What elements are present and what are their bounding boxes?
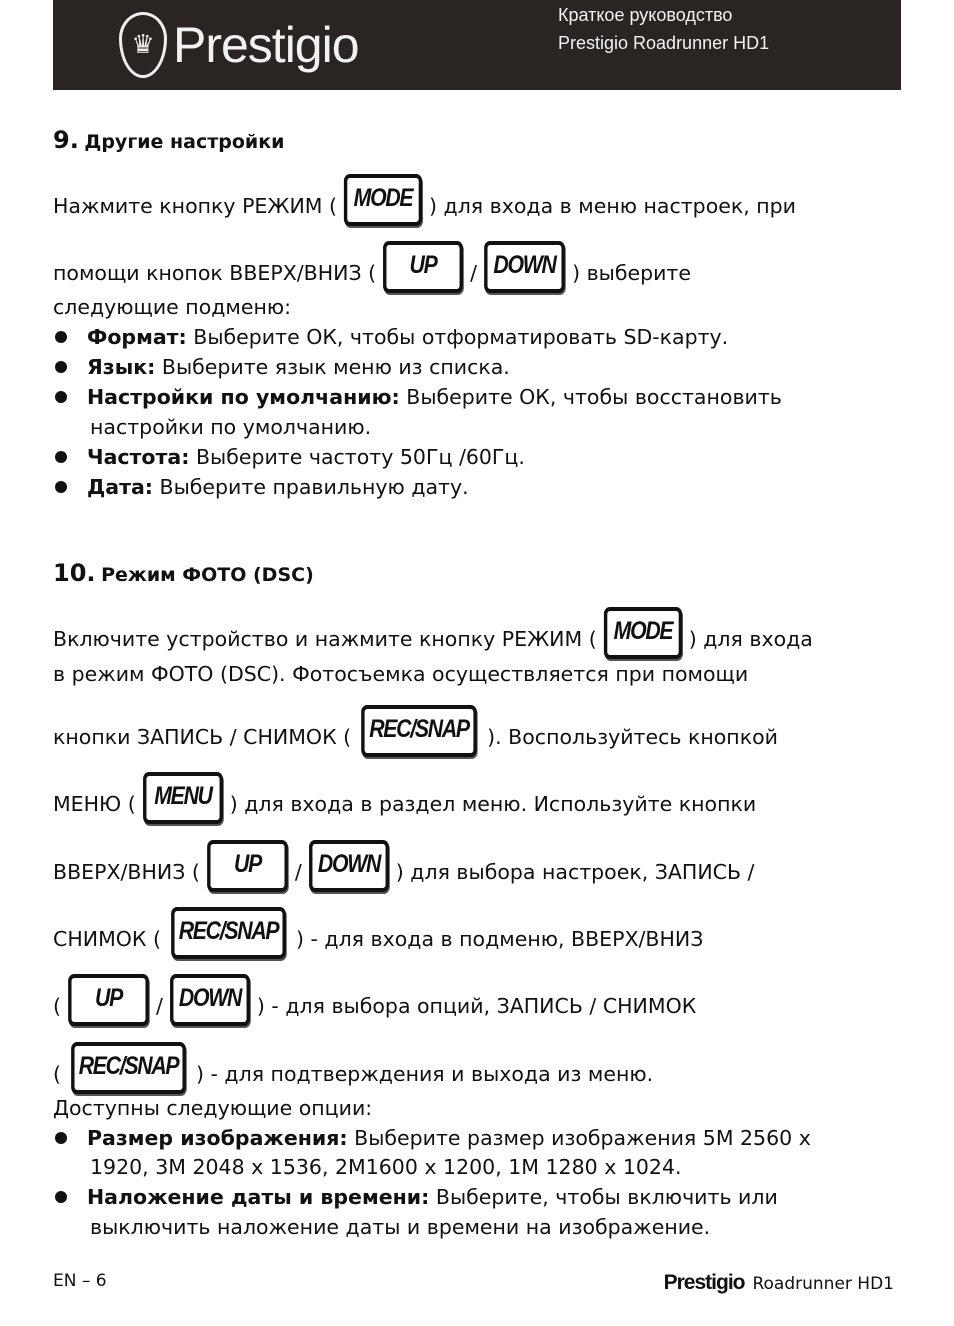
menu-button-image: MENU xyxy=(143,772,223,824)
list-item: Наложение даты и времени: Выберите, чтобы включить или xyxy=(87,1185,778,1209)
text-line: Включите устройство и нажмите кнопку РЕЖИМ ( MODE ) для входа xyxy=(53,596,813,652)
down-button-image: DOWN xyxy=(484,241,565,293)
header-product: Prestigio Roadrunner HD1 xyxy=(558,33,770,53)
bullet-icon xyxy=(55,1132,67,1144)
page-header xyxy=(53,0,901,90)
text-line: СНИМОК ( REC/SNAP ) - для входа в подменю, ВВЕРХ/ВНИЗ xyxy=(53,896,703,952)
text-line: Доступны следующие опции: xyxy=(53,1096,373,1120)
list-item: Частота: Выберите частоту 50Гц /60Гц. xyxy=(87,445,525,469)
section-9-heading: 9. Другие настройки xyxy=(53,126,285,154)
rec-snap-button-image: REC/SNAP xyxy=(361,705,477,757)
crown-shield-icon: ♛ xyxy=(119,12,167,78)
up-button-image: UP xyxy=(383,241,463,293)
section-10-heading: 10. Режим ФОТО (DSC) xyxy=(53,559,314,587)
bullet-icon xyxy=(55,451,67,463)
up-button-image: UP xyxy=(68,974,149,1026)
list-item: Размер изображения: Выберите размер изображения 5M 2560 x xyxy=(87,1126,811,1150)
bullet-icon xyxy=(55,361,67,373)
mode-button-image: MODE xyxy=(604,607,682,659)
rec-snap-button-image: REC/SNAP xyxy=(71,1042,186,1094)
rec-snap-button-image: REC/SNAP xyxy=(171,907,286,959)
mode-button-image: MODE xyxy=(344,174,422,226)
page-number: EN – 6 xyxy=(53,1271,107,1291)
list-item: Дата: Выберите правильную дату. xyxy=(87,475,469,499)
header-doc-type: Краткое руководство xyxy=(558,5,733,25)
text-line: кнопки ЗАПИСЬ / СНИМОК ( REC/SNAP ). Воспользуйтесь кнопкой xyxy=(53,694,778,750)
text-line: ( REC/SNAP ) - для подтверждения и выхода из меню. xyxy=(53,1031,653,1087)
footer-logo: Prestigio xyxy=(663,1271,745,1294)
footer-model: Roadrunner HD1 xyxy=(752,1274,894,1294)
down-button-image: DOWN xyxy=(170,974,250,1026)
list-item: Настройки по умолчанию: Выберите ОК, чтобы восстановить xyxy=(87,385,782,409)
text-line: Нажмите кнопку РЕЖИМ ( MODE ) для входа в меню настроек, при xyxy=(53,163,796,219)
text-line: помощи кнопок ВВЕРХ/ВНИЗ ( UP / DOWN ) выберите xyxy=(53,230,691,286)
text-line: МЕНЮ ( MENU ) для входа в раздел меню. Используйте кнопки xyxy=(53,761,756,817)
bullet-icon xyxy=(55,391,67,403)
list-item-continuation: выключить наложение даты и времени на изображение. xyxy=(90,1215,711,1239)
list-item-continuation: настройки по умолчанию. xyxy=(90,415,372,439)
prestigio-logo: ♛ Prestigio xyxy=(119,12,359,78)
bullet-icon xyxy=(55,481,67,493)
bullet-icon xyxy=(55,331,67,343)
bullet-icon xyxy=(55,1191,67,1203)
list-item: Язык: Выберите язык меню из списка. xyxy=(87,355,510,379)
down-button-image: DOWN xyxy=(309,840,389,892)
list-item-continuation: 1920, 3M 2048 x 1536, 2M1600 x 1200, 1M 1280 x 1024. xyxy=(90,1155,682,1179)
list-item: Формат: Выберите ОК, чтобы отформатировать SD-карту. xyxy=(87,325,729,349)
up-button-image: UP xyxy=(207,840,288,892)
footer-brand xyxy=(664,1271,894,1295)
text-line: следующие подменю: xyxy=(53,295,292,319)
text-line: ВВЕРХ/ВНИЗ ( UP / DOWN ) для выбора настроек, ЗАПИСЬ / xyxy=(53,829,754,885)
text-line: ( UP / DOWN ) - для выбора опций, ЗАПИСЬ / СНИМОК xyxy=(53,963,696,1019)
text-line: в режим ФОТО (DSC). Фотосъемка осуществляется при помощи xyxy=(53,662,749,686)
